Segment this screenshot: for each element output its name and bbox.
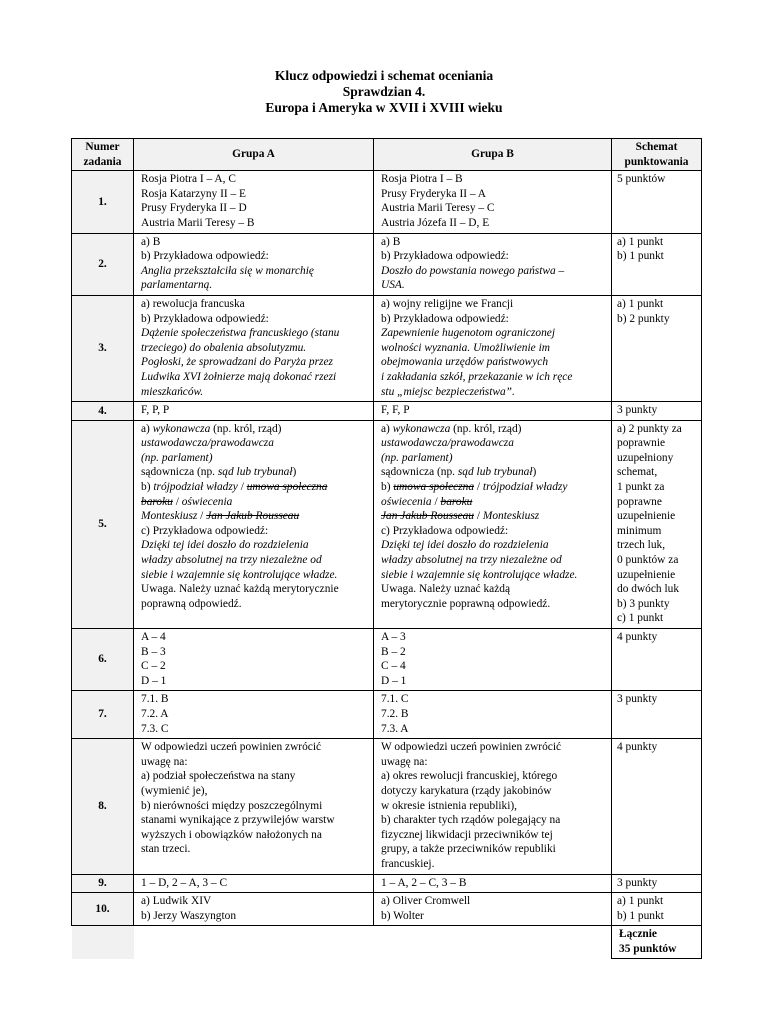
task-number: 7. bbox=[72, 691, 134, 739]
total-points: Łącznie 35 punktów bbox=[612, 926, 702, 959]
table-row bbox=[72, 739, 702, 874]
task-number: 3. bbox=[72, 295, 134, 401]
task-number: 10. bbox=[72, 893, 134, 926]
title-line-1: Klucz odpowiedzi i schemat oceniania bbox=[274, 68, 494, 83]
group-b-answer: Rosja Piotra I – B Prusy Fryderyka II – A Austria Marii Teresy – C Austria Józefa II – D, E bbox=[374, 171, 612, 233]
group-a-answer: a) B b) Przykładowa odpowiedź: Anglia przekształciła się w monarchię parlamentarną. bbox=[134, 233, 374, 295]
task-number: 4. bbox=[72, 402, 134, 421]
scoring: 3 punkty bbox=[612, 874, 702, 893]
scoring: 3 punkty bbox=[612, 402, 702, 421]
group-a-answer: 1 – D, 2 – A, 3 – C bbox=[134, 874, 374, 893]
scoring: 3 punkty bbox=[612, 691, 702, 739]
scoring: a) 1 punkt b) 1 punkt bbox=[612, 893, 702, 926]
scoring: 4 punkty bbox=[612, 739, 702, 874]
scoring: 5 punktów bbox=[612, 171, 702, 233]
table-row bbox=[72, 691, 702, 739]
group-b-answer: F, F, P bbox=[374, 402, 612, 421]
group-a-answer: a) rewolucja francuska b) Przykładowa odpowiedź: Dążenie społeczeństwa francuskiego (stanu trzeciego) do obalenia absolutyzmu. Pogłoski, że sprowadzani do Paryża przez Ludwika XVI żołnierze mają dokonać rzezi mieszkańców. bbox=[134, 295, 374, 401]
group-b-answer: 1 – A, 2 – C, 3 – B bbox=[374, 874, 612, 893]
table-row bbox=[72, 171, 702, 233]
table-row bbox=[72, 893, 702, 926]
group-b-answer: A – 3 B – 2 C – 4 D – 1 bbox=[374, 629, 612, 691]
header-group-a: Grupa A bbox=[134, 139, 374, 171]
table-row bbox=[72, 874, 702, 893]
table-row bbox=[72, 402, 702, 421]
group-b-answer: a) wykonawcza (np. król, rząd) ustawodawcza/prawodawcza (np. parlament) sądownicza (np. sąd lub trybunał) b) umowa społeczna / trójpodział władzy oświecenia / baroku Jan Jakub Rousseau / Monteskiusz c) Przykładowa odpowiedź: Dzięki tej idei doszło do rozdzielenia władzy absolutnej na trzy niezależne od siebie i wzajemnie się kontrolujące władze. Uwaga. Należy uznać każdą merytorycznie poprawną odpowiedź. bbox=[374, 420, 612, 628]
group-a-answer: a) Ludwik XIV b) Jerzy Waszyngton bbox=[134, 893, 374, 926]
total-spacer bbox=[72, 926, 134, 959]
group-a-answer: 7.1. B 7.2. A 7.3. C bbox=[134, 691, 374, 739]
scoring: a) 2 punkty za poprawnie uzupełniony schemat, 1 punkt za poprawne uzupełnienie minimum trzech luk, 0 punktów za uzupełnienie do dwóch luk b) 3 punkty c) 1 punkt bbox=[612, 420, 702, 628]
table-row bbox=[72, 629, 702, 691]
scoring: 4 punkty bbox=[612, 629, 702, 691]
group-b-answer: W odpowiedzi uczeń powinien zwrócić uwagę na: a) okres rewolucji francuskiej, którego dotyczy karykatura (rządy jakobinów w okresie istnienia republiki), b) charakter tych rządów polegający na fizycznej likwidacji przeciwników tej grupy, a także przeciwników republiki francuskiej. bbox=[374, 739, 612, 874]
group-a-answer: Rosja Piotra I – A, C Rosja Katarzyny II – E Prusy Fryderyka II – D Austria Marii Teresy – B bbox=[134, 171, 374, 233]
task-number: 6. bbox=[72, 629, 134, 691]
group-b-answer: a) B b) Przykładowa odpowiedź: Doszło do powstania nowego państwa – USA. bbox=[374, 233, 612, 295]
answer-key-table bbox=[71, 138, 702, 959]
group-b-answer: a) wojny religijne we Francji b) Przykładowa odpowiedź: Zapewnienie hugenotom ograniczonej wolności wyznania. Umożliwienie im obejmowania urzędów państwowych i zakładania szkół, przekazanie w ich ręce stu „miejsc bezpieczeństwa”. bbox=[374, 295, 612, 401]
group-a-answer: F, P, P bbox=[134, 402, 374, 421]
total-blank-a bbox=[134, 926, 374, 959]
header-group-b: Grupa B bbox=[374, 139, 612, 171]
task-number: 9. bbox=[72, 874, 134, 893]
table-row bbox=[72, 233, 702, 295]
header-scoring: Schemat punktowania bbox=[612, 139, 702, 171]
group-a-answer: A – 4 B – 3 C – 2 D – 1 bbox=[134, 629, 374, 691]
table-row bbox=[72, 295, 702, 401]
title-line-2: Sprawdzian 4. bbox=[342, 84, 426, 99]
group-a-answer: W odpowiedzi uczeń powinien zwrócić uwagę na: a) podział społeczeństwa na stany (wymienić je), b) nierówności między poszczególnymi stanami wynikające z przywilejów warstw wyższych i obowiązków nałożonych na stan trzeci. bbox=[134, 739, 374, 874]
document-title bbox=[0, 68, 768, 116]
group-b-answer: a) Oliver Cromwell b) Wolter bbox=[374, 893, 612, 926]
group-b-answer: 7.1. C 7.2. B 7.3. A bbox=[374, 691, 612, 739]
table-row bbox=[72, 420, 702, 628]
task-number: 5. bbox=[72, 420, 134, 628]
title-line-3: Europa i Ameryka w XVII i XVIII wieku bbox=[265, 100, 503, 115]
task-number: 1. bbox=[72, 171, 134, 233]
scoring: a) 1 punkt b) 2 punkty bbox=[612, 295, 702, 401]
scoring: a) 1 punkt b) 1 punkt bbox=[612, 233, 702, 295]
task-number: 2. bbox=[72, 233, 134, 295]
group-a-answer: a) wykonawcza (np. król, rząd) ustawodawcza/prawodawcza (np. parlament) sądownicza (np. sąd lub trybunał) b) trójpodział władzy / umowa społeczna baroku / oświecenia Monteskiusz / Jan Jakub Rousseau c) Przykładowa odpowiedź: Dzięki tej idei doszło do rozdzielenia władzy absolutnej na trzy niezależne od siebie i wzajemnie się kontrolujące władze. Uwaga. Należy uznać każdą merytorycznie poprawną odpowiedź. bbox=[134, 420, 374, 628]
total-row bbox=[72, 926, 702, 959]
table-header-row bbox=[72, 139, 702, 171]
task-number: 8. bbox=[72, 739, 134, 874]
total-blank-b bbox=[374, 926, 612, 959]
header-task-number: Numer zadania bbox=[72, 139, 134, 171]
